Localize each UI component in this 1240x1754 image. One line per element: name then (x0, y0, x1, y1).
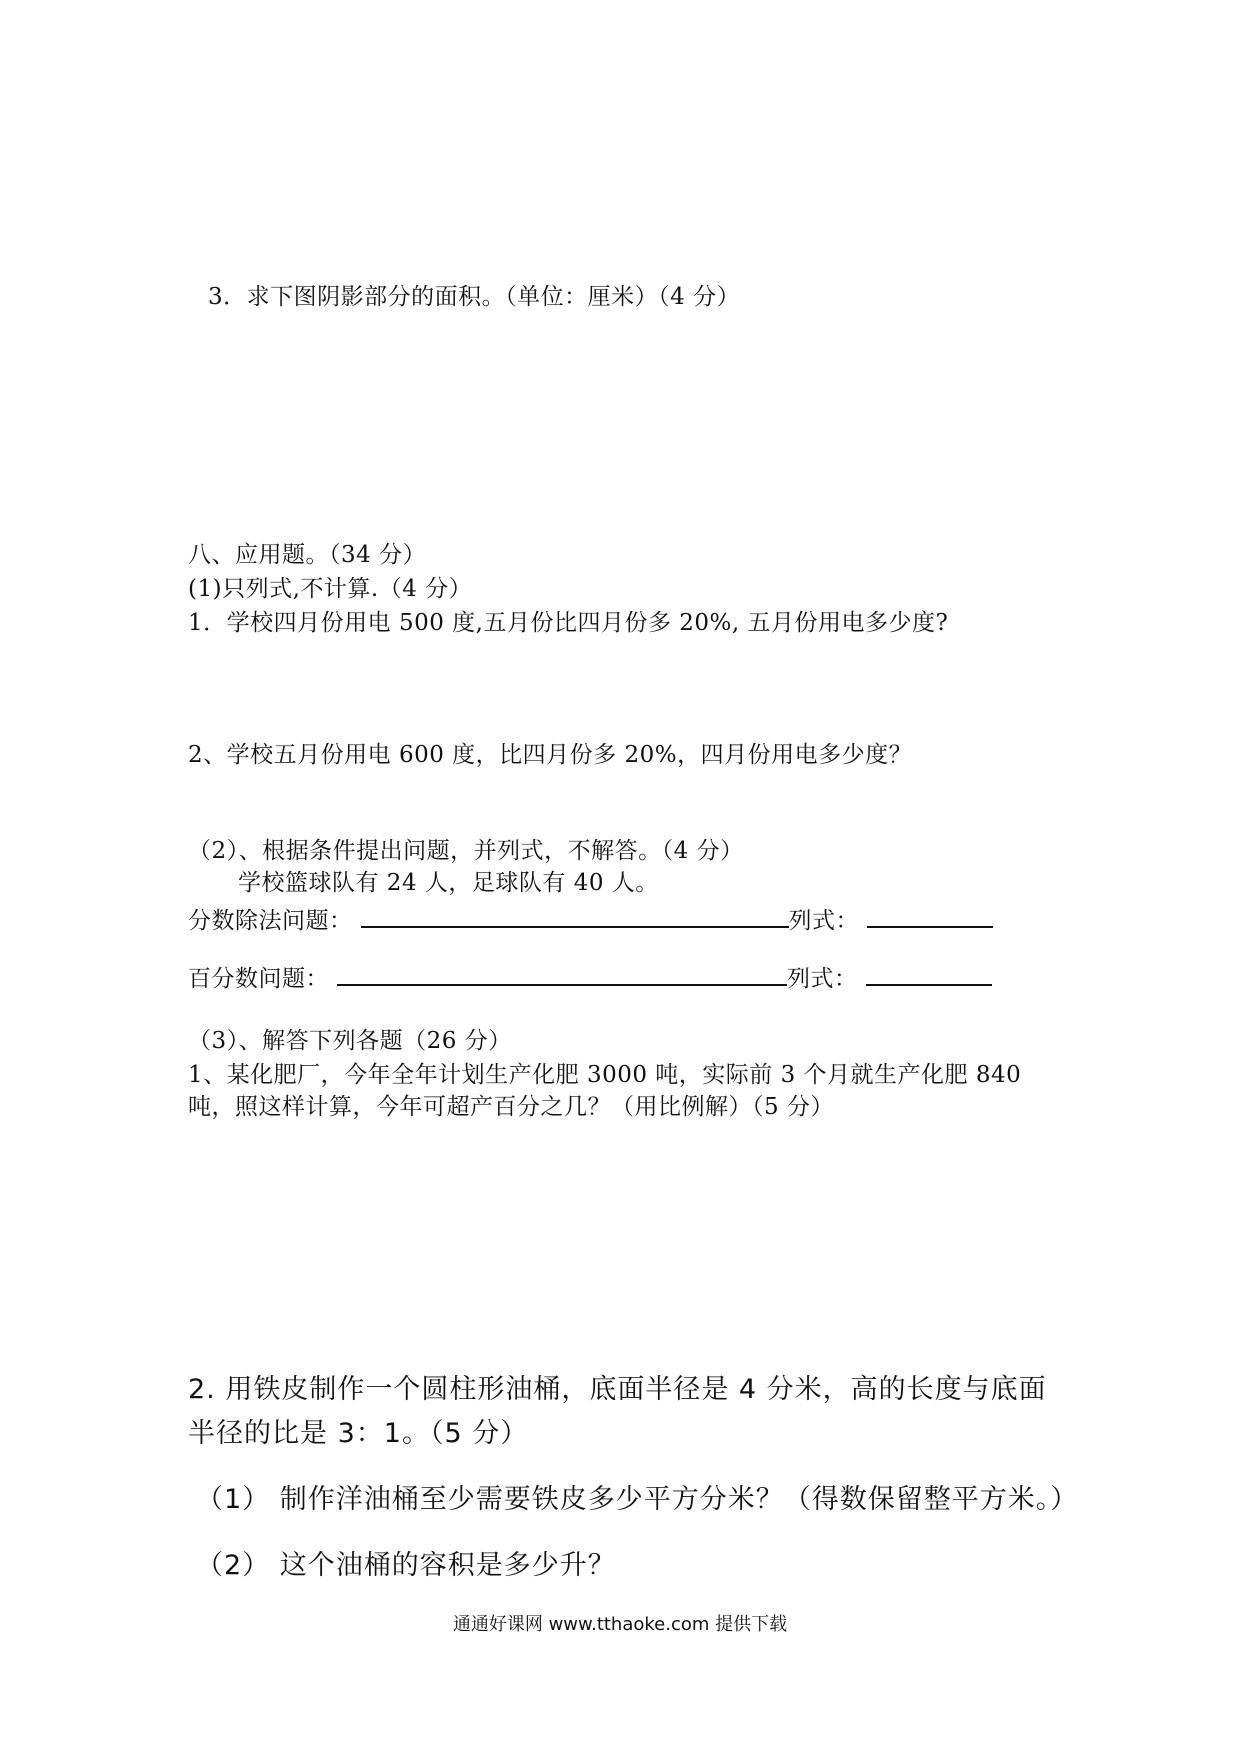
part-1-question-2: 2、学校五月份用电 600 度，比四月份多 20%，四月份用电多少度？ (188, 742, 913, 768)
fraction-question-blank[interactable] (361, 904, 789, 928)
percent-question-blank[interactable] (337, 962, 787, 986)
percent-question-row (188, 962, 992, 994)
percent-formula-blank[interactable] (866, 962, 992, 986)
fraction-question-label: 分数除法问题： (188, 908, 353, 934)
part-3-question-2-sub-1: （1） 制作洋油桶至少需要铁皮多少平方分米？（得数保留整平方米。） (196, 1484, 1079, 1515)
part-2-title: （2）、根据条件提出问题，并列式，不解答。（4 分） (188, 838, 744, 864)
part-1-title: (1)只列式,不计算.（4 分） (188, 576, 473, 602)
fraction-formula-blank[interactable] (867, 904, 993, 928)
part-2-condition: 学校篮球队有 24 人，足球队有 40 人。 (238, 870, 659, 896)
percent-question-label: 百分数问题： (188, 966, 329, 992)
fraction-formula-label: 列式： (788, 908, 859, 934)
footer-source: 通通好课网 www.tthaoke.com 提供下载 (452, 1614, 788, 1635)
part-3-question-2-line-1: 2. 用铁皮制作一个圆柱形油桶，底面半径是 4 分米，高的长度与底面 (188, 1374, 1047, 1405)
question-7-3: 3．求下图阴影部分的面积。（单位：厘米）（4 分） (208, 284, 741, 310)
percent-formula-label: 列式： (787, 966, 858, 992)
fraction-question-row (188, 904, 993, 936)
part-3-question-1-line-2: 吨，照这样计算，今年可超产百分之几？（用比例解）（5 分） (188, 1094, 834, 1120)
part-3-title: （3）、解答下列各题（26 分） (188, 1028, 512, 1054)
part-3-question-2-line-2: 半径的比是 3：1。（5 分） (188, 1418, 529, 1449)
part-3-question-1-line-1: 1、某化肥厂，今年全年计划生产化肥 3000 吨，实际前 3 个月就生产化肥 840 (188, 1062, 1022, 1088)
part-3-question-2-sub-2: （2） 这个油桶的容积是多少升？ (196, 1550, 616, 1581)
section-8-title: 八、应用题。（34 分） (188, 542, 427, 568)
part-1-question-1: 1．学校四月份用电 500 度,五月份比四月份多 20%, 五月份用电多少度? (188, 610, 949, 636)
